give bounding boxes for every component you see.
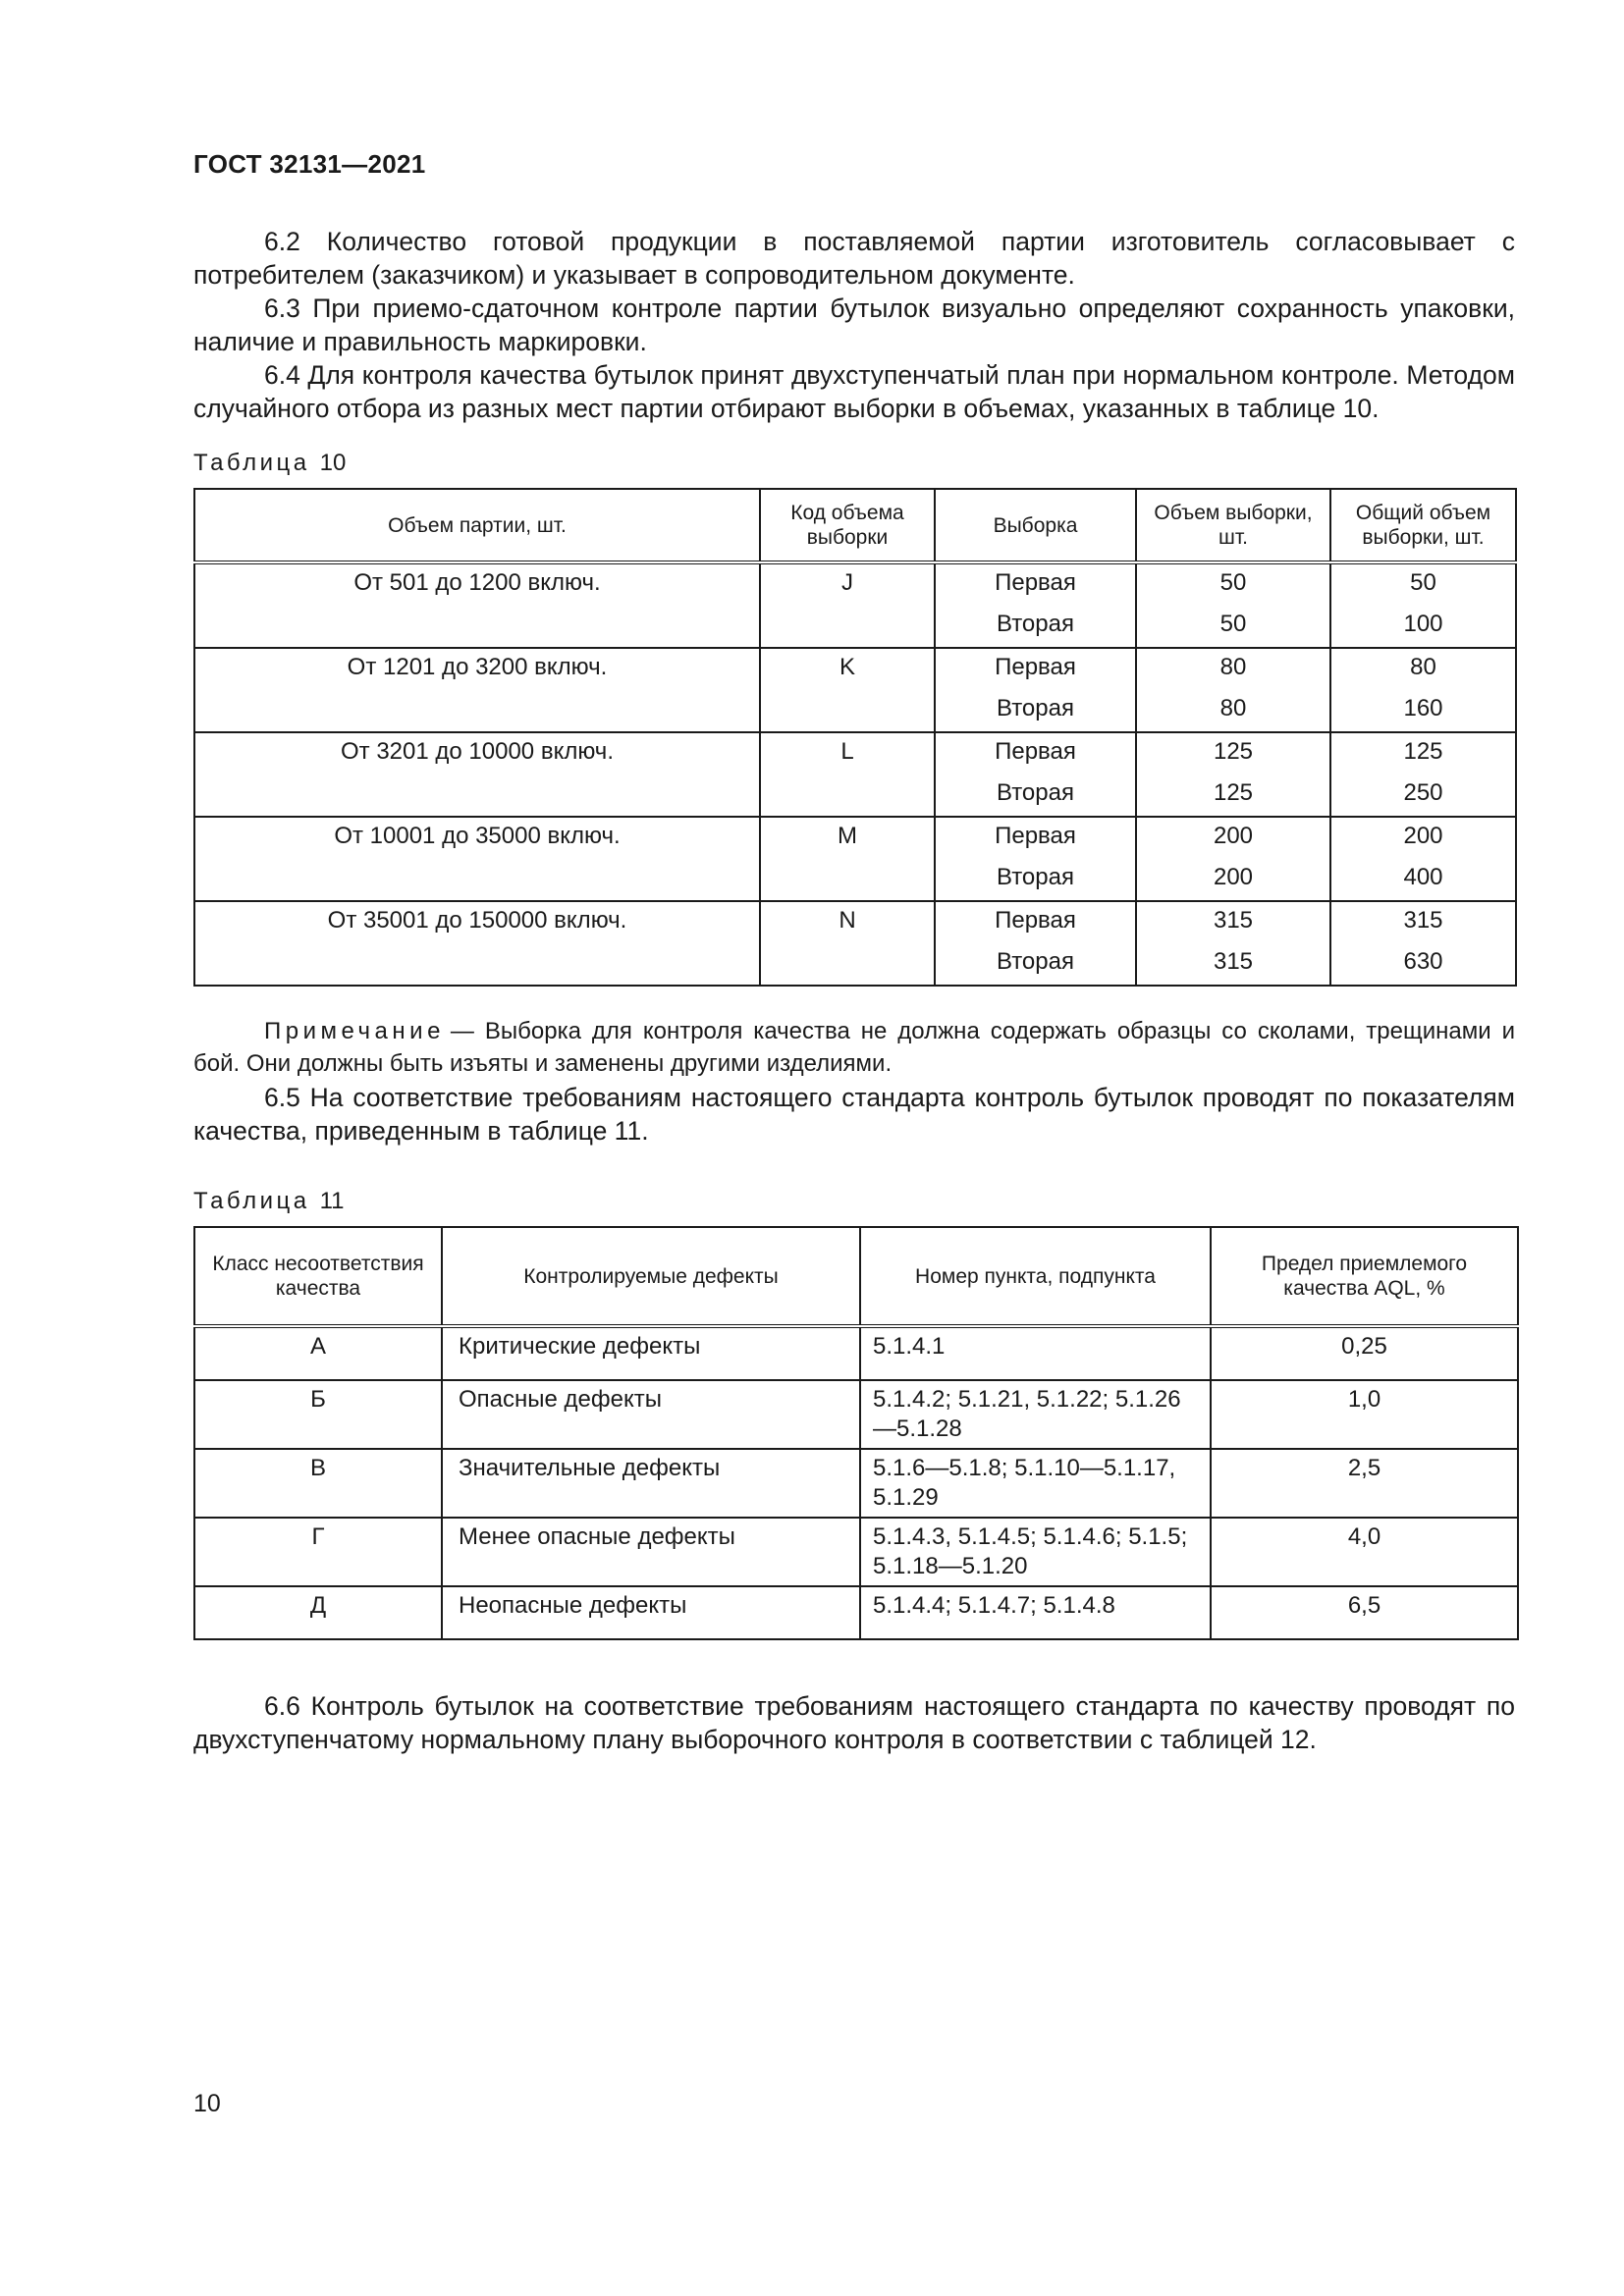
sample-cell: Вторая xyxy=(935,690,1136,732)
paragraph-6-6 xyxy=(193,1689,1515,1756)
table-row xyxy=(194,1518,1518,1586)
column-header-lot: Объем партии, шт. xyxy=(194,489,760,562)
size-cell: 50 xyxy=(1136,606,1330,648)
size-cell: 200 xyxy=(1136,859,1330,901)
paragraph-6-4 xyxy=(193,358,1515,425)
table-10-caption-number: 10 xyxy=(319,450,347,476)
size-cell: 80 xyxy=(1136,690,1330,732)
code-cell: M xyxy=(760,817,935,901)
table-row xyxy=(194,817,1516,859)
table-row xyxy=(194,562,1516,606)
sample-cell: Вторая xyxy=(935,859,1136,901)
table-10-caption-label: Таблица xyxy=(193,450,310,476)
defects-cell: Значительные дефекты xyxy=(442,1449,860,1518)
sample-cell: Первая xyxy=(935,817,1136,859)
clause-cell: 5.1.4.2; 5.1.21, 5.1.22; 5.1.26—5.1.28 xyxy=(860,1380,1211,1449)
aql-cell: 1,0 xyxy=(1211,1380,1518,1449)
code-cell: J xyxy=(760,562,935,648)
defects-cell: Менее опасные дефекты xyxy=(442,1518,860,1586)
table-11-header-row xyxy=(194,1227,1518,1326)
total-cell: 125 xyxy=(1330,732,1516,774)
column-header-aql: Предел приемлемого качества AQL, % xyxy=(1211,1227,1518,1326)
table-11 xyxy=(193,1226,1519,1640)
defects-cell: Неопасные дефекты xyxy=(442,1586,860,1639)
aql-cell: 4,0 xyxy=(1211,1518,1518,1586)
paragraph-6-3 xyxy=(193,292,1515,358)
total-cell: 400 xyxy=(1330,859,1516,901)
sample-cell: Вторая xyxy=(935,606,1136,648)
table-11-caption-number: 11 xyxy=(319,1188,345,1214)
total-cell: 200 xyxy=(1330,817,1516,859)
total-cell: 630 xyxy=(1330,943,1516,986)
size-cell: 80 xyxy=(1136,648,1330,690)
paragraph-6-6-text: 6.6 Контроль бутылок на соответствие требованиям настоящего стандарта по качеству проводят по двухступенчатому нормальному плану выборочного контроля в соответствии с таблицей 12. xyxy=(193,1691,1515,1754)
class-cell: В xyxy=(194,1449,442,1518)
total-cell: 250 xyxy=(1330,774,1516,817)
table-10-header-row xyxy=(194,489,1516,562)
clause-cell: 5.1.4.3, 5.1.4.5; 5.1.4.6; 5.1.5; 5.1.18—5.1.20 xyxy=(860,1518,1211,1586)
total-cell: 100 xyxy=(1330,606,1516,648)
sample-cell: Первая xyxy=(935,732,1136,774)
sample-cell: Первая xyxy=(935,648,1136,690)
table-row xyxy=(194,1326,1518,1380)
lot-cell: От 1201 до 3200 включ. xyxy=(194,648,760,732)
column-header-clause: Номер пункта, подпункта xyxy=(860,1227,1211,1326)
total-cell: 80 xyxy=(1330,648,1516,690)
code-cell: K xyxy=(760,648,935,732)
size-cell: 125 xyxy=(1136,774,1330,817)
aql-cell: 6,5 xyxy=(1211,1586,1518,1639)
lot-cell: От 3201 до 10000 включ. xyxy=(194,732,760,817)
sample-cell: Первая xyxy=(935,901,1136,943)
total-cell: 160 xyxy=(1330,690,1516,732)
paragraph-6-2 xyxy=(193,225,1515,292)
note-text: — Выборка для контроля качества не должна содержать образцы со сколами, трещинами и бой. Они должны быть изъяты и заменены другими изделиями. xyxy=(193,1018,1515,1077)
table-10-caption xyxy=(193,450,346,477)
table-row xyxy=(194,1380,1518,1449)
table-row xyxy=(194,1586,1518,1639)
paragraph-6-2-text: 6.2 Количество готовой продукции в поставляемой партии изготовитель согласовывает с потребителем (заказчиком) и указывает в сопроводительном документе. xyxy=(193,227,1515,290)
column-header-size: Объем выборки, шт. xyxy=(1136,489,1330,562)
size-cell: 200 xyxy=(1136,817,1330,859)
table-11-caption-label: Таблица xyxy=(193,1188,310,1214)
paragraph-6-5 xyxy=(193,1081,1515,1148)
aql-cell: 2,5 xyxy=(1211,1449,1518,1518)
class-cell: Г xyxy=(194,1518,442,1586)
column-header-code: Код объема выборки xyxy=(760,489,935,562)
table-10-note xyxy=(193,1015,1515,1080)
clause-cell: 5.1.4.4; 5.1.4.7; 5.1.4.8 xyxy=(860,1586,1211,1639)
size-cell: 315 xyxy=(1136,943,1330,986)
table-10 xyxy=(193,488,1517,987)
column-header-total: Общий объем выборки, шт. xyxy=(1330,489,1516,562)
paragraph-6-3-text: 6.3 При приемо-сдаточном контроле партии бутылок визуально определяют сохранность упаковки, наличие и правильность маркировки. xyxy=(193,294,1515,356)
table-row xyxy=(194,732,1516,774)
lot-cell: От 10001 до 35000 включ. xyxy=(194,817,760,901)
table-11-caption xyxy=(193,1188,345,1215)
table-row xyxy=(194,648,1516,690)
sample-cell: Первая xyxy=(935,562,1136,606)
column-header-defects: Контролируемые дефекты xyxy=(442,1227,860,1326)
paragraph-6-4-text: 6.4 Для контроля качества бутылок принят двухступенчатый план при нормальном контроле. Методом случайного отбора из разных мест партии отбирают выборки в объемах, указанных в таблице 10. xyxy=(193,360,1515,423)
class-cell: Д xyxy=(194,1586,442,1639)
code-cell: L xyxy=(760,732,935,817)
paragraph-6-5-text: 6.5 На соответствие требованиям настоящего стандарта контроль бутылок проводят по показателям качества, приведенным в таблице 11. xyxy=(193,1083,1515,1146)
sample-cell: Вторая xyxy=(935,774,1136,817)
column-header-sample: Выборка xyxy=(935,489,1136,562)
sample-cell: Вторая xyxy=(935,943,1136,986)
class-cell: А xyxy=(194,1326,442,1380)
column-header-class: Класс несоответствия качества xyxy=(194,1227,442,1326)
size-cell: 315 xyxy=(1136,901,1330,943)
total-cell: 315 xyxy=(1330,901,1516,943)
size-cell: 50 xyxy=(1136,562,1330,606)
clause-cell: 5.1.6—5.1.8; 5.1.10—5.1.17, 5.1.29 xyxy=(860,1449,1211,1518)
defects-cell: Критические дефекты xyxy=(442,1326,860,1380)
table-row xyxy=(194,901,1516,943)
total-cell: 50 xyxy=(1330,562,1516,606)
note-label: Примечание xyxy=(264,1018,445,1044)
code-cell: N xyxy=(760,901,935,986)
aql-cell: 0,25 xyxy=(1211,1326,1518,1380)
table-row xyxy=(194,1449,1518,1518)
class-cell: Б xyxy=(194,1380,442,1449)
page-number: 10 xyxy=(193,2090,221,2117)
lot-cell: От 35001 до 150000 включ. xyxy=(194,901,760,986)
clause-cell: 5.1.4.1 xyxy=(860,1326,1211,1380)
document-header: ГОСТ 32131—2021 xyxy=(193,149,426,179)
lot-cell: От 501 до 1200 включ. xyxy=(194,562,760,648)
size-cell: 125 xyxy=(1136,732,1330,774)
defects-cell: Опасные дефекты xyxy=(442,1380,860,1449)
